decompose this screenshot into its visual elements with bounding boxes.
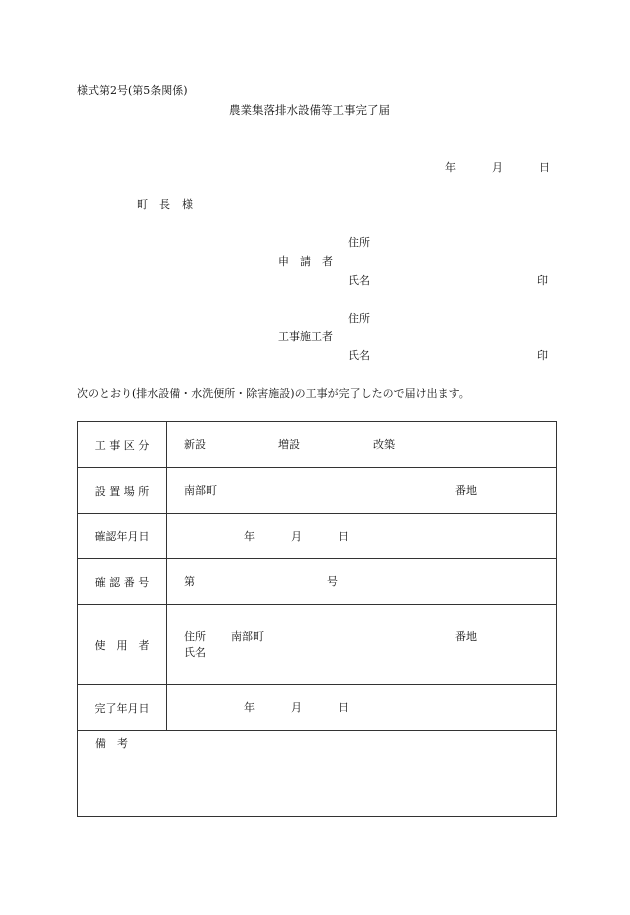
location-cell[interactable] [167, 468, 557, 514]
confirm-number-label: 確 認 番 号 [78, 559, 167, 605]
date-year-label: 年 [445, 161, 456, 174]
work-type-label: 工 事 区 分 [78, 422, 167, 468]
completion-date-month: 月 [291, 701, 302, 714]
statement-text: 次のとおり(排水設備・水洗便所・除害施設)の工事が完了したので届け出ます。 [77, 387, 470, 400]
row-user [78, 605, 557, 685]
location-lot-label: 番地 [455, 484, 477, 497]
contractor-seal: 印 [537, 349, 548, 362]
form-table [77, 421, 557, 817]
remarks-cell[interactable] [78, 731, 557, 817]
addressee-town: 町 [137, 198, 148, 211]
addressee-chief: 長 [159, 198, 170, 211]
row-confirm-number [78, 559, 557, 605]
confirm-date-label: 確認年月日 [78, 514, 167, 559]
row-work-type [78, 422, 557, 468]
user-town: 南部町 [231, 630, 264, 643]
user-address-label: 住所 [184, 630, 206, 643]
completion-date-cell[interactable] [167, 685, 557, 731]
contractor-role-label: 工事施工者 [278, 330, 333, 343]
confirm-date-month: 月 [291, 530, 302, 543]
row-confirm-date [78, 514, 557, 559]
row-location [78, 468, 557, 514]
row-remarks [78, 731, 557, 817]
work-type-option-extension[interactable]: 増設 [278, 438, 300, 451]
user-cell[interactable] [167, 605, 557, 685]
work-type-option-new[interactable]: 新設 [184, 438, 206, 451]
completion-date-label: 完了年月日 [78, 685, 167, 731]
form-number: 様式第2号(第5条関係) [77, 84, 188, 97]
contractor-name-label: 氏名 [348, 349, 370, 362]
completion-date-day: 日 [338, 701, 349, 714]
addressee-honorific: 様 [182, 198, 193, 211]
confirm-number-suffix: 号 [327, 575, 338, 588]
location-label: 設 置 場 所 [78, 468, 167, 514]
contractor-address-label: 住所 [348, 312, 370, 325]
confirm-date-day: 日 [338, 530, 349, 543]
applicant-address-label: 住所 [348, 236, 370, 249]
confirm-date-cell[interactable] [167, 514, 557, 559]
confirm-number-prefix: 第 [184, 575, 195, 588]
confirm-date-year: 年 [244, 530, 255, 543]
applicant-name-label: 氏名 [348, 274, 370, 287]
completion-date-year: 年 [244, 701, 255, 714]
user-label: 使 用 者 [78, 605, 167, 685]
applicant-role-label: 申 請 者 [278, 255, 333, 268]
date-day-label: 日 [539, 161, 550, 174]
confirm-number-cell[interactable] [167, 559, 557, 605]
row-completion-date [78, 685, 557, 731]
user-name-label: 氏名 [184, 646, 206, 659]
user-lot-label: 番地 [455, 630, 477, 643]
date-month-label: 月 [492, 161, 503, 174]
work-type-option-rebuild[interactable]: 改築 [373, 438, 395, 451]
location-town: 南部町 [184, 484, 217, 497]
remarks-label: 備 考 [95, 737, 128, 750]
document-title: 農業集落排水設備等工事完了届 [229, 103, 390, 117]
applicant-seal: 印 [537, 274, 548, 287]
work-type-cell[interactable] [167, 422, 557, 468]
